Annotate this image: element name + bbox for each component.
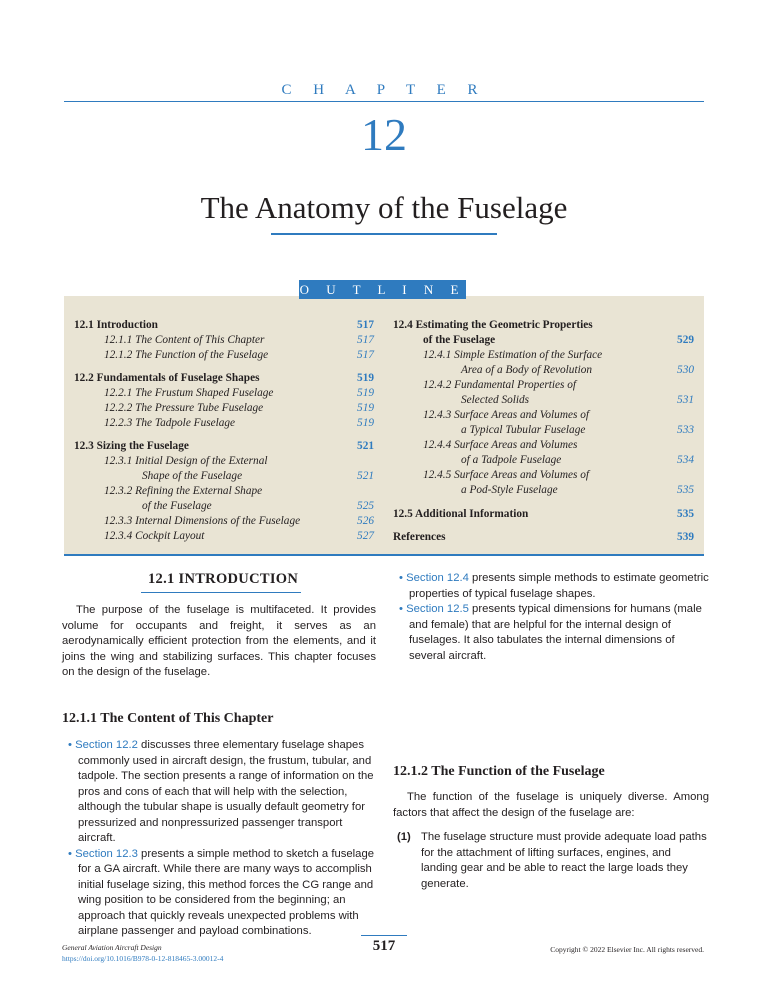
heading-underline [141, 592, 301, 593]
bullet-text: presents typical dimensions for humans (male and female) that are helpful for the internal design of fuselages. It also tabulates the internal dimensions of several aircraft. [409, 603, 702, 662]
toc-entry-cont[interactable]: of the Fuselage [423, 334, 496, 346]
chapter-title: The Anatomy of the Fuselage [200, 190, 568, 225]
toc-entry-cont[interactable]: of the Fuselage [142, 500, 212, 512]
section-link[interactable]: Section 12.4 [406, 572, 469, 584]
toc-page[interactable]: 535 [677, 484, 694, 496]
toc-page[interactable]: 517 [357, 319, 374, 331]
toc-page[interactable]: 519 [357, 387, 374, 399]
toc-entry[interactable]: 12.1 Introduction [74, 319, 158, 331]
toc-entry[interactable]: 12.4.3 Surface Areas and Volumes of [423, 409, 590, 421]
section-link[interactable]: Section 12.2 [75, 739, 138, 751]
toc-entry[interactable]: 12.2.3 The Tadpole Fuselage [104, 417, 236, 429]
toc-page[interactable]: 519 [357, 417, 374, 429]
toc-entry-cont[interactable]: Area of a Body of Revolution [461, 364, 593, 376]
toc-entry-cont[interactable]: a Pod-Style Fuselage [461, 484, 558, 496]
bullet-icon: • [68, 739, 72, 751]
toc-entry[interactable]: 12.4.5 Surface Areas and Volumes of [423, 469, 590, 481]
content-bullet-list [62, 738, 378, 940]
toc-entry[interactable]: 12.4.4 Surface Areas and Volumes [423, 439, 578, 451]
toc-page[interactable]: 521 [357, 470, 374, 482]
intro-paragraph: The purpose of the fuselage is multifaceted. It provides volume for occupants and freight, it serves as an aerodynamically efficient protection from the elements, and it joins the wing and stabilizing surfaces. This chapter focuses on the design of the fuselage. [62, 604, 376, 678]
bullet-item [393, 602, 709, 664]
toc-entry-cont[interactable]: Shape of the Fuselage [142, 470, 243, 482]
toc-entry[interactable]: 12.1.2 The Function of the Fuselage [104, 349, 269, 361]
toc-page[interactable]: 519 [357, 402, 374, 414]
list-number: (1) [397, 831, 411, 843]
section-heading-content: 12.1.1 The Content of This Chapter [62, 711, 274, 726]
toc-entry[interactable]: 12.3.1 Initial Design of the External [104, 455, 268, 467]
toc-entry[interactable]: 12.4.2 Fundamental Properties of [423, 379, 577, 391]
doi-link[interactable]: https://doi.org/10.1016/B978-0-12-818465-3.00012-4 [62, 954, 224, 963]
toc-page[interactable]: 531 [677, 394, 694, 406]
content-bullet-list-cont [393, 571, 709, 664]
function-paragraph: The function of the fuselage is uniquely diverse. Among factors that affect the design of the fuselage are: [393, 791, 709, 819]
bullet-item [62, 847, 378, 940]
toc-page[interactable]: 527 [357, 530, 374, 542]
copyright: Copyright © 2022 Elsevier Inc. All rights reserved. [550, 945, 704, 954]
list-item [393, 830, 709, 892]
bullet-item [62, 738, 378, 847]
toc-entry[interactable]: 12.3.4 Cockpit Layout [104, 530, 205, 542]
bullet-icon: • [399, 603, 403, 615]
toc-page[interactable]: 534 [677, 454, 694, 466]
toc-page[interactable]: 517 [357, 349, 374, 361]
book-title: General Aviation Aircraft Design [62, 943, 162, 952]
toc-entry[interactable]: 12.3.3 Internal Dimensions of the Fuselage [104, 515, 301, 527]
page-number: 517 [372, 938, 396, 954]
toc-page[interactable]: 539 [677, 531, 694, 543]
toc-entry-references[interactable]: References [393, 531, 446, 543]
outline-tab: O U T L I N E [299, 282, 466, 297]
bullet-icon: • [399, 572, 403, 584]
toc-entry-cont[interactable]: of a Tadpole Fuselage [461, 454, 562, 466]
bullet-item [393, 571, 709, 602]
toc-entry[interactable]: 12.1.1 The Content of This Chapter [104, 334, 265, 346]
bullet-text: discusses three elementary fuselage shapes commonly used in aircraft design, the frustum, tubular, and tadpole. The section presents a range of information on the pros and cons of each that will help with the selection, although the tubular shape is usually default geometry for pressurized and nonpressurized passenger transport aircraft. [78, 739, 374, 844]
toc-entry-cont[interactable]: Selected Solids [461, 394, 530, 406]
toc-entry[interactable]: 12.3.2 Refining the External Shape [104, 485, 263, 497]
bullet-text: presents simple methods to estimate geometric properties of typical fuselage shapes. [409, 572, 709, 600]
toc-page[interactable]: 517 [357, 334, 374, 346]
footer-rule [361, 935, 407, 936]
toc-page[interactable]: 529 [677, 334, 694, 346]
bullet-icon: • [68, 847, 72, 860]
toc-entry[interactable]: 12.2.1 The Frustum Shaped Fuselage [104, 387, 274, 399]
toc-page[interactable]: 530 [677, 364, 694, 376]
section-link[interactable]: Section 12.3 [75, 847, 138, 860]
toc-entry[interactable]: 12.4 Estimating the Geometric Properties [393, 319, 593, 331]
section-heading-introduction: 12.1 INTRODUCTION [148, 571, 299, 587]
toc-entry-cont[interactable]: a Typical Tubular Fuselage [461, 424, 586, 436]
toc-page[interactable]: 526 [357, 515, 374, 527]
toc-entry[interactable]: 12.3 Sizing the Fuselage [74, 440, 189, 452]
section-link[interactable]: Section 12.5 [406, 603, 469, 615]
chapter-label: C H A P T E R [281, 82, 487, 98]
bullet-text: presents a simple method to sketch a fuselage for a GA aircraft. While there are many ways to accomplish initial fuselage sizing, this method forces the CG range and wing position to be considered from the beginning; an approach that quickly reveals unexpected problems with airplane passenger and payload combinations. [78, 847, 375, 937]
toc-page[interactable]: 519 [357, 372, 374, 384]
toc-entry[interactable]: 12.5 Additional Information [393, 508, 529, 520]
toc-entry[interactable]: 12.2 Fundamentals of Fuselage Shapes [74, 372, 260, 384]
toc-page[interactable]: 525 [357, 500, 374, 512]
list-item-text: The fuselage structure must provide adequate load paths for the attachment of lifting surfaces, engines, and landing gear and be able to react the large loads they generate. [421, 831, 707, 890]
toc-page[interactable]: 521 [357, 440, 374, 452]
toc-entry[interactable]: 12.4.1 Simple Estimation of the Surface [423, 349, 603, 361]
toc-page[interactable]: 533 [677, 424, 694, 436]
section-heading-function: 12.1.2 The Function of the Fuselage [393, 764, 605, 779]
toc-page[interactable]: 535 [677, 508, 694, 520]
chapter-number: 12 [361, 109, 407, 160]
numbered-list [393, 830, 709, 892]
toc-entry[interactable]: 12.2.2 The Pressure Tube Fuselage [104, 402, 264, 414]
